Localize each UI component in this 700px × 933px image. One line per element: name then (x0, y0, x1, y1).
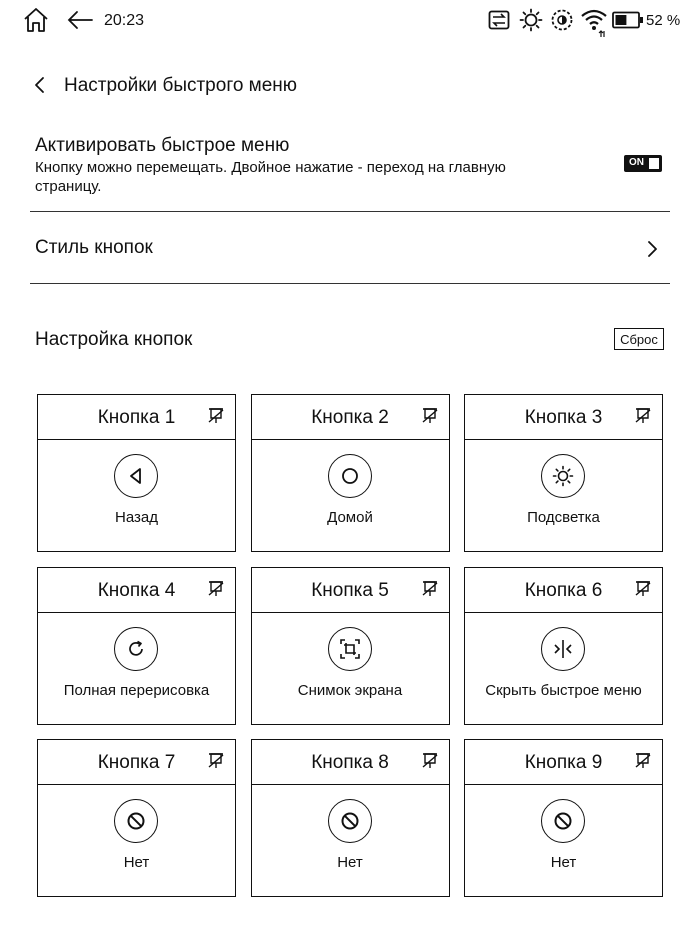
screenshot-icon (339, 638, 361, 660)
card-name: Кнопка 4 (97, 579, 176, 601)
back-arrow-icon[interactable] (66, 9, 94, 31)
card-name: Кнопка 2 (311, 407, 389, 428)
pin-icon[interactable] (207, 580, 225, 598)
buttons-section-title: Настройка кнопок (35, 329, 193, 350)
card-action-label: Скрыть быстрое меню (485, 681, 642, 699)
divider (30, 211, 670, 212)
quick-button-card[interactable] (37, 394, 236, 552)
card-action-label: Подсветка (527, 509, 600, 526)
none-icon (339, 810, 361, 832)
activate-quick-menu-title: Активировать быстрое меню (35, 135, 290, 156)
card-name: Кнопка 5 (311, 579, 389, 601)
wifi-icon[interactable] (580, 7, 608, 39)
none-icon (125, 810, 147, 832)
card-header (465, 568, 662, 613)
home-circle-icon (339, 465, 361, 487)
card-header (252, 740, 449, 785)
chevron-right-icon (645, 239, 659, 259)
quick-button-card[interactable] (464, 739, 663, 897)
card-name: Кнопка 3 (524, 407, 603, 428)
quick-menu-toggle[interactable] (624, 155, 662, 172)
card-header (465, 395, 662, 440)
back-chevron-icon[interactable] (33, 75, 47, 95)
card-action-label: Домой (327, 509, 373, 526)
none-icon (552, 810, 574, 832)
quick-button-card[interactable] (37, 567, 236, 725)
pin-icon[interactable] (634, 580, 652, 598)
home-icon[interactable] (22, 6, 50, 34)
card-header (252, 568, 449, 613)
card-header (38, 568, 235, 613)
quick-button-card[interactable] (37, 739, 236, 897)
frontlight-icon[interactable] (519, 8, 543, 32)
status-time: 20:23 (104, 12, 145, 29)
sync-icon[interactable] (488, 10, 510, 30)
battery-percent: 52 % (646, 12, 681, 29)
action-icon-circle[interactable] (328, 454, 372, 498)
back-triangle-icon (125, 465, 147, 487)
action-icon-circle[interactable] (114, 799, 158, 843)
toggle-label: ON (629, 157, 644, 168)
pin-icon[interactable] (421, 752, 439, 770)
card-action-label: Назад (115, 509, 158, 526)
divider (30, 283, 670, 284)
reset-button[interactable]: Сброс (614, 328, 664, 350)
card-header (38, 740, 235, 785)
pin-icon[interactable] (634, 407, 652, 425)
card-action-label: Нет (123, 854, 150, 871)
color-temp-icon[interactable] (550, 8, 574, 32)
quick-button-card[interactable] (464, 567, 663, 725)
card-action-label: Нет (337, 854, 363, 871)
card-name: Кнопка 7 (97, 752, 176, 773)
action-icon-circle[interactable] (328, 799, 372, 843)
hide-menu-icon (552, 638, 574, 660)
backlight-icon (552, 465, 574, 487)
button-style-row[interactable] (30, 213, 670, 283)
card-name: Кнопка 8 (311, 752, 389, 773)
refresh-icon (125, 638, 147, 660)
action-icon-circle[interactable] (114, 454, 158, 498)
activate-quick-menu-description: Кнопку можно перемещать. Двойное нажатие - переход на главную страницу. (35, 159, 506, 195)
status-bar (0, 0, 700, 42)
card-name: Кнопка 9 (524, 752, 603, 773)
pin-icon[interactable] (421, 580, 439, 598)
card-name: Кнопка 1 (97, 407, 176, 428)
pin-icon[interactable] (634, 752, 652, 770)
quick-button-card[interactable] (251, 739, 450, 897)
pin-icon[interactable] (207, 752, 225, 770)
toggle-knob (649, 158, 659, 169)
quick-button-card[interactable] (251, 567, 450, 725)
action-icon-circle[interactable] (328, 627, 372, 671)
action-icon-circle[interactable] (541, 799, 585, 843)
card-name: Кнопка 6 (524, 579, 603, 601)
card-header (252, 395, 449, 440)
pin-icon[interactable] (421, 407, 439, 425)
card-action-label: Нет (550, 854, 577, 871)
page-title: Настройки быстрого меню (64, 75, 298, 96)
card-header (38, 395, 235, 440)
quick-button-card[interactable] (251, 394, 450, 552)
action-icon-circle[interactable] (541, 454, 585, 498)
action-icon-circle[interactable] (541, 627, 585, 671)
quick-button-card[interactable] (464, 394, 663, 552)
card-action-label: Снимок экрана (297, 681, 403, 699)
battery-icon (612, 11, 644, 29)
card-header (465, 740, 662, 785)
action-icon-circle[interactable] (114, 627, 158, 671)
card-action-label: Полная перерисовка (63, 681, 210, 699)
button-style-label: Стиль кнопок (35, 237, 153, 258)
pin-icon[interactable] (207, 407, 225, 425)
